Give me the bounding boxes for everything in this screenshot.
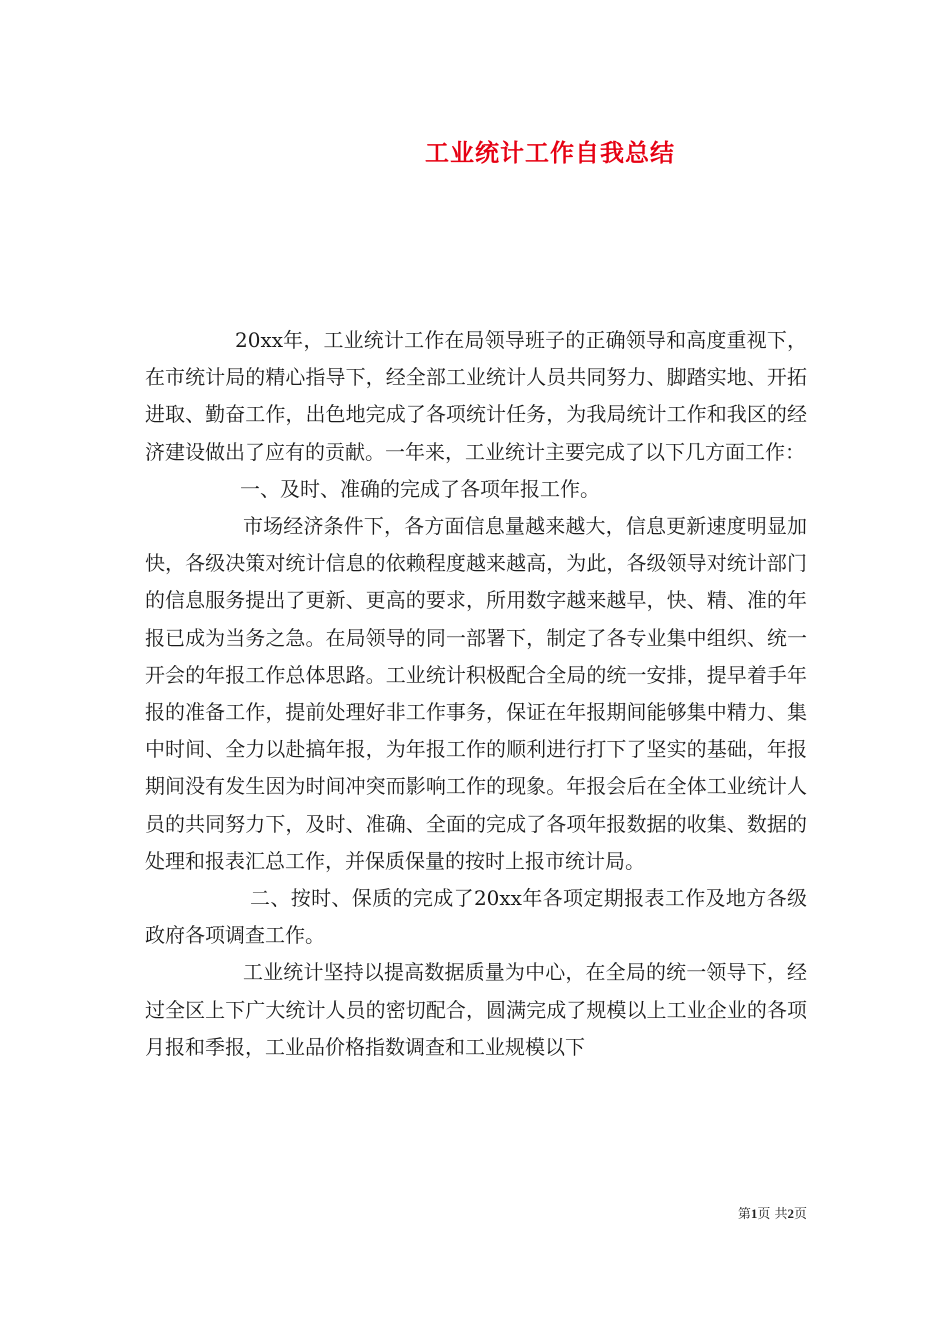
- section-heading-1: 一、及时、准确的完成了各项年报工作。: [240, 476, 600, 501]
- section-heading-2: 二、按时、保质的完成了20xx年各项定期报表工作及地方各级政府各项调查工作。: [145, 886, 807, 948]
- footer-total-pages: 2: [787, 1206, 794, 1221]
- document-body: [145, 322, 807, 1066]
- paragraph-intro: 20xx年，工业统计工作在局领导班子的正确领导和高度重视下，在市统计局的精心指导下，经全部工业统计人员共同努力、脚踏实地、开拓进取、勤奋工作，出色地完成了各项统计任务，为我局统计工作和我区的经济建设做出了应有的贡献。一年来，工业统计主要完成了以下几方面工作：: [145, 328, 807, 464]
- paragraph-annual-report: 市场经济条件下，各方面信息量越来越大，信息更新速度明显加快，各级决策对统计信息的依赖程度越来越高，为此，各级领导对统计部门的信息服务提出了更新、更高的要求，所用数字越来越早，快、精、准的年报已成为当务之急。在局领导的同一部署下，制定了各专业集中组织、统一开会的年报工作总体思路。工业统计积极配合全局的统一安排，提早着手年报的准备工作，提前处理好非工作事务，保证在年报期间能够集中精力、集中时间、全力以赴搞年报，为年报工作的顺利进行打下了坚实的基础，年报期间没有发生因为时间冲突而影响工作的现象。年报会后在全体工业统计人员的共同努力下，及时、准确、全面的完成了各项年报数据的收集、数据的处理和报表汇总工作，并保质保量的按时上报市统计局。: [145, 514, 807, 873]
- document-title: 工业统计工作自我总结: [425, 138, 675, 167]
- footer-middle: 页 共: [757, 1207, 788, 1222]
- footer-prefix: 第: [737, 1207, 751, 1222]
- page-footer: [738, 1203, 807, 1222]
- paragraph-periodic-report: 工业统计坚持以提高数据质量为中心，在全局的统一领导下，经过全区上下广大统计人员的密切配合，圆满完成了规模以上工业企业的各项月报和季报，工业品价格指数调查和工业规模以下: [145, 960, 807, 1059]
- footer-current-page: 1: [750, 1206, 758, 1221]
- footer-suffix: 页: [793, 1207, 807, 1222]
